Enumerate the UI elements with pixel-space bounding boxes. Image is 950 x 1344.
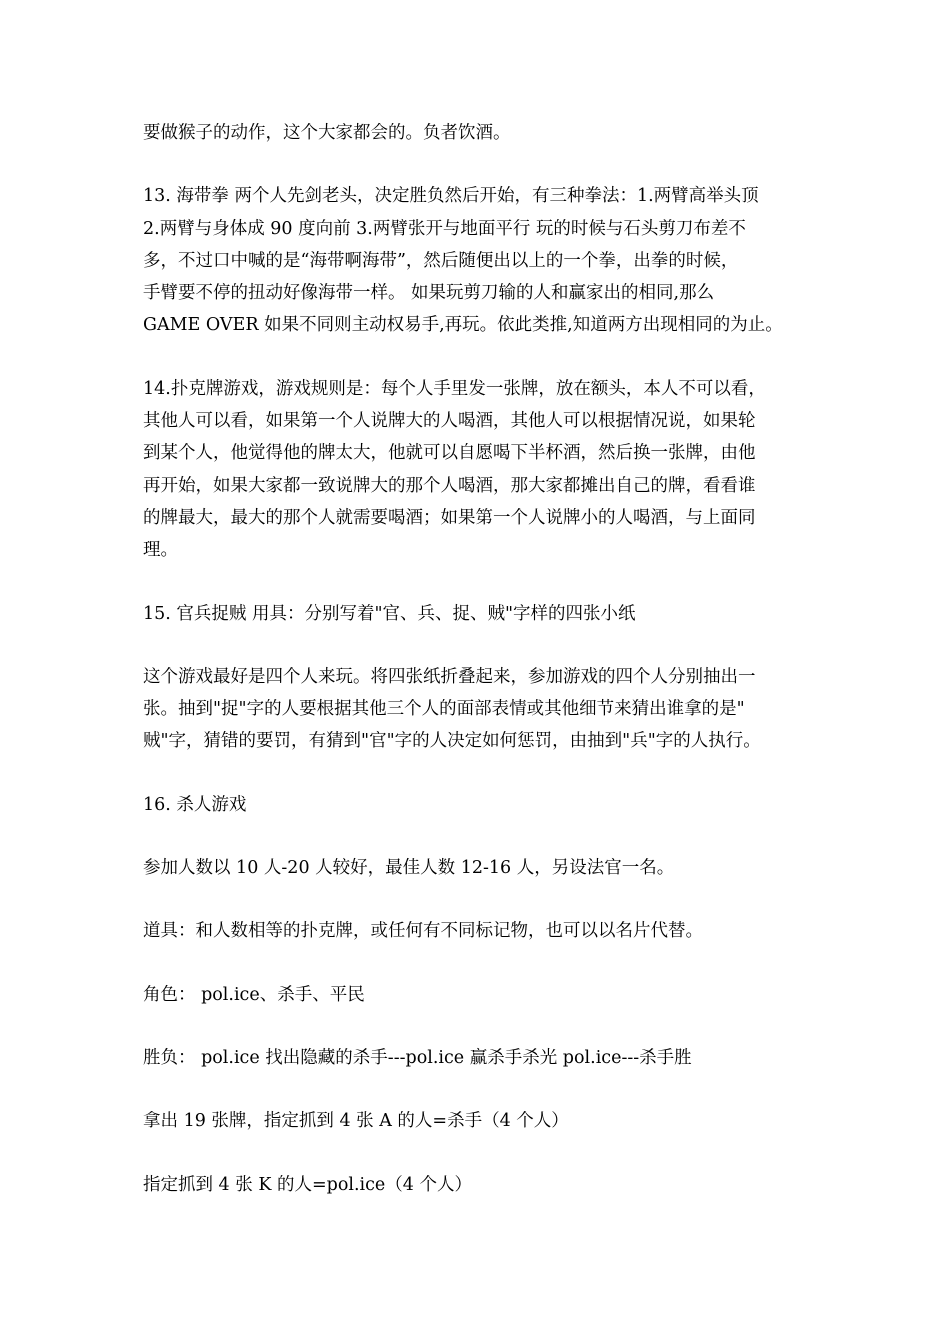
paragraph-killer-cards — [143, 1105, 807, 1137]
text-line: 2.两臂与身体成 90 度向前 3.两臂张开与地面平行 玩的时候与石头剪刀布差不 — [143, 218, 746, 239]
paragraph-participants — [143, 852, 807, 884]
paragraph-game-13 — [143, 180, 807, 341]
text-line: 张。抽到"捉"字的人要根据其他三个人的面部表情或其他细节来猜出谁拿的是" — [143, 699, 745, 720]
text-line: 手臂要不停的扭动好像海带一样。 如果玩剪刀输的人和赢家出的相同,那么 — [143, 283, 715, 304]
text-line: 贼"字，猜错的要罚，有猜到"官"字的人决定如何惩罚，由抽到"兵"字的人执行。 — [143, 731, 761, 752]
text-line: 多，不过口中喊的是“海带啊海带”，然后随便出以上的一个拳，出拳的时候， — [143, 250, 739, 271]
paragraph-roles — [143, 979, 807, 1011]
paragraph-game-15-rules — [143, 661, 807, 758]
text-line: 再开始，如果大家都一致说牌大的那个人喝酒，那大家都摊出自己的牌，看看谁 — [143, 475, 756, 496]
paragraph-monkey-rule — [143, 117, 807, 149]
text-line: 角色： pol.ice、杀手、平民 — [143, 984, 365, 1005]
text-line: 15. 官兵捉贼 用具：分别写着"官、兵、捉、贼"字样的四张小纸 — [143, 603, 636, 624]
text-line: 理。 — [143, 540, 178, 561]
text-line: 16. 杀人游戏 — [143, 794, 247, 815]
heading-game-15 — [143, 598, 807, 630]
paragraph-game-14 — [143, 373, 807, 567]
paragraph-police-cards — [143, 1169, 807, 1201]
text-line: 到某个人，他觉得他的牌太大，他就可以自愿喝下半杯酒，然后换一张牌，由他 — [143, 443, 756, 464]
text-line: GAME OVER 如果不同则主动权易手,再玩。依此类推,知道两方出现相同的为止。 — [143, 315, 783, 336]
text-line: 道具：和人数相等的扑克牌，或任何有不同标记物，也可以以名片代替。 — [143, 921, 703, 942]
heading-game-16 — [143, 789, 807, 821]
text-line: 要做猴子的动作，这个大家都会的。负者饮酒。 — [143, 123, 511, 143]
text-line: 14.扑克牌游戏，游戏规则是：每个人手里发一张牌，放在额头，本人不可以看， — [143, 378, 766, 399]
text-line: 拿出 19 张牌，指定抓到 4 张 A 的人=杀手（4 个人） — [143, 1111, 569, 1132]
paragraph-win-conditions — [143, 1042, 807, 1074]
text-line: 指定抓到 4 张 K 的人=pol.ice（4 个人） — [143, 1174, 472, 1195]
text-line: 胜负： pol.ice 找出隐藏的杀手---pol.ice 赢杀手杀光 pol.ice---杀手胜 — [143, 1047, 692, 1068]
text-line: 的牌最大，最大的那个人就需要喝酒；如果第一个人说牌小的人喝酒，与上面同 — [143, 507, 756, 528]
paragraph-props — [143, 915, 807, 947]
text-line: 参加人数以 10 人-20 人较好，最佳人数 12-16 人，另设法官一名。 — [143, 858, 675, 879]
document-page — [143, 117, 807, 1232]
text-line: 这个游戏最好是四个人来玩。将四张纸折叠起来，参加游戏的四个人分别抽出一 — [143, 666, 756, 687]
text-line: 13. 海带拳 两个人先剑老头，决定胜负然后开始，有三种拳法：1.两臂高举头顶 — [143, 186, 759, 207]
text-line: 其他人可以看，如果第一个人说牌大的人喝酒，其他人可以根据情况说，如果轮 — [143, 411, 756, 432]
